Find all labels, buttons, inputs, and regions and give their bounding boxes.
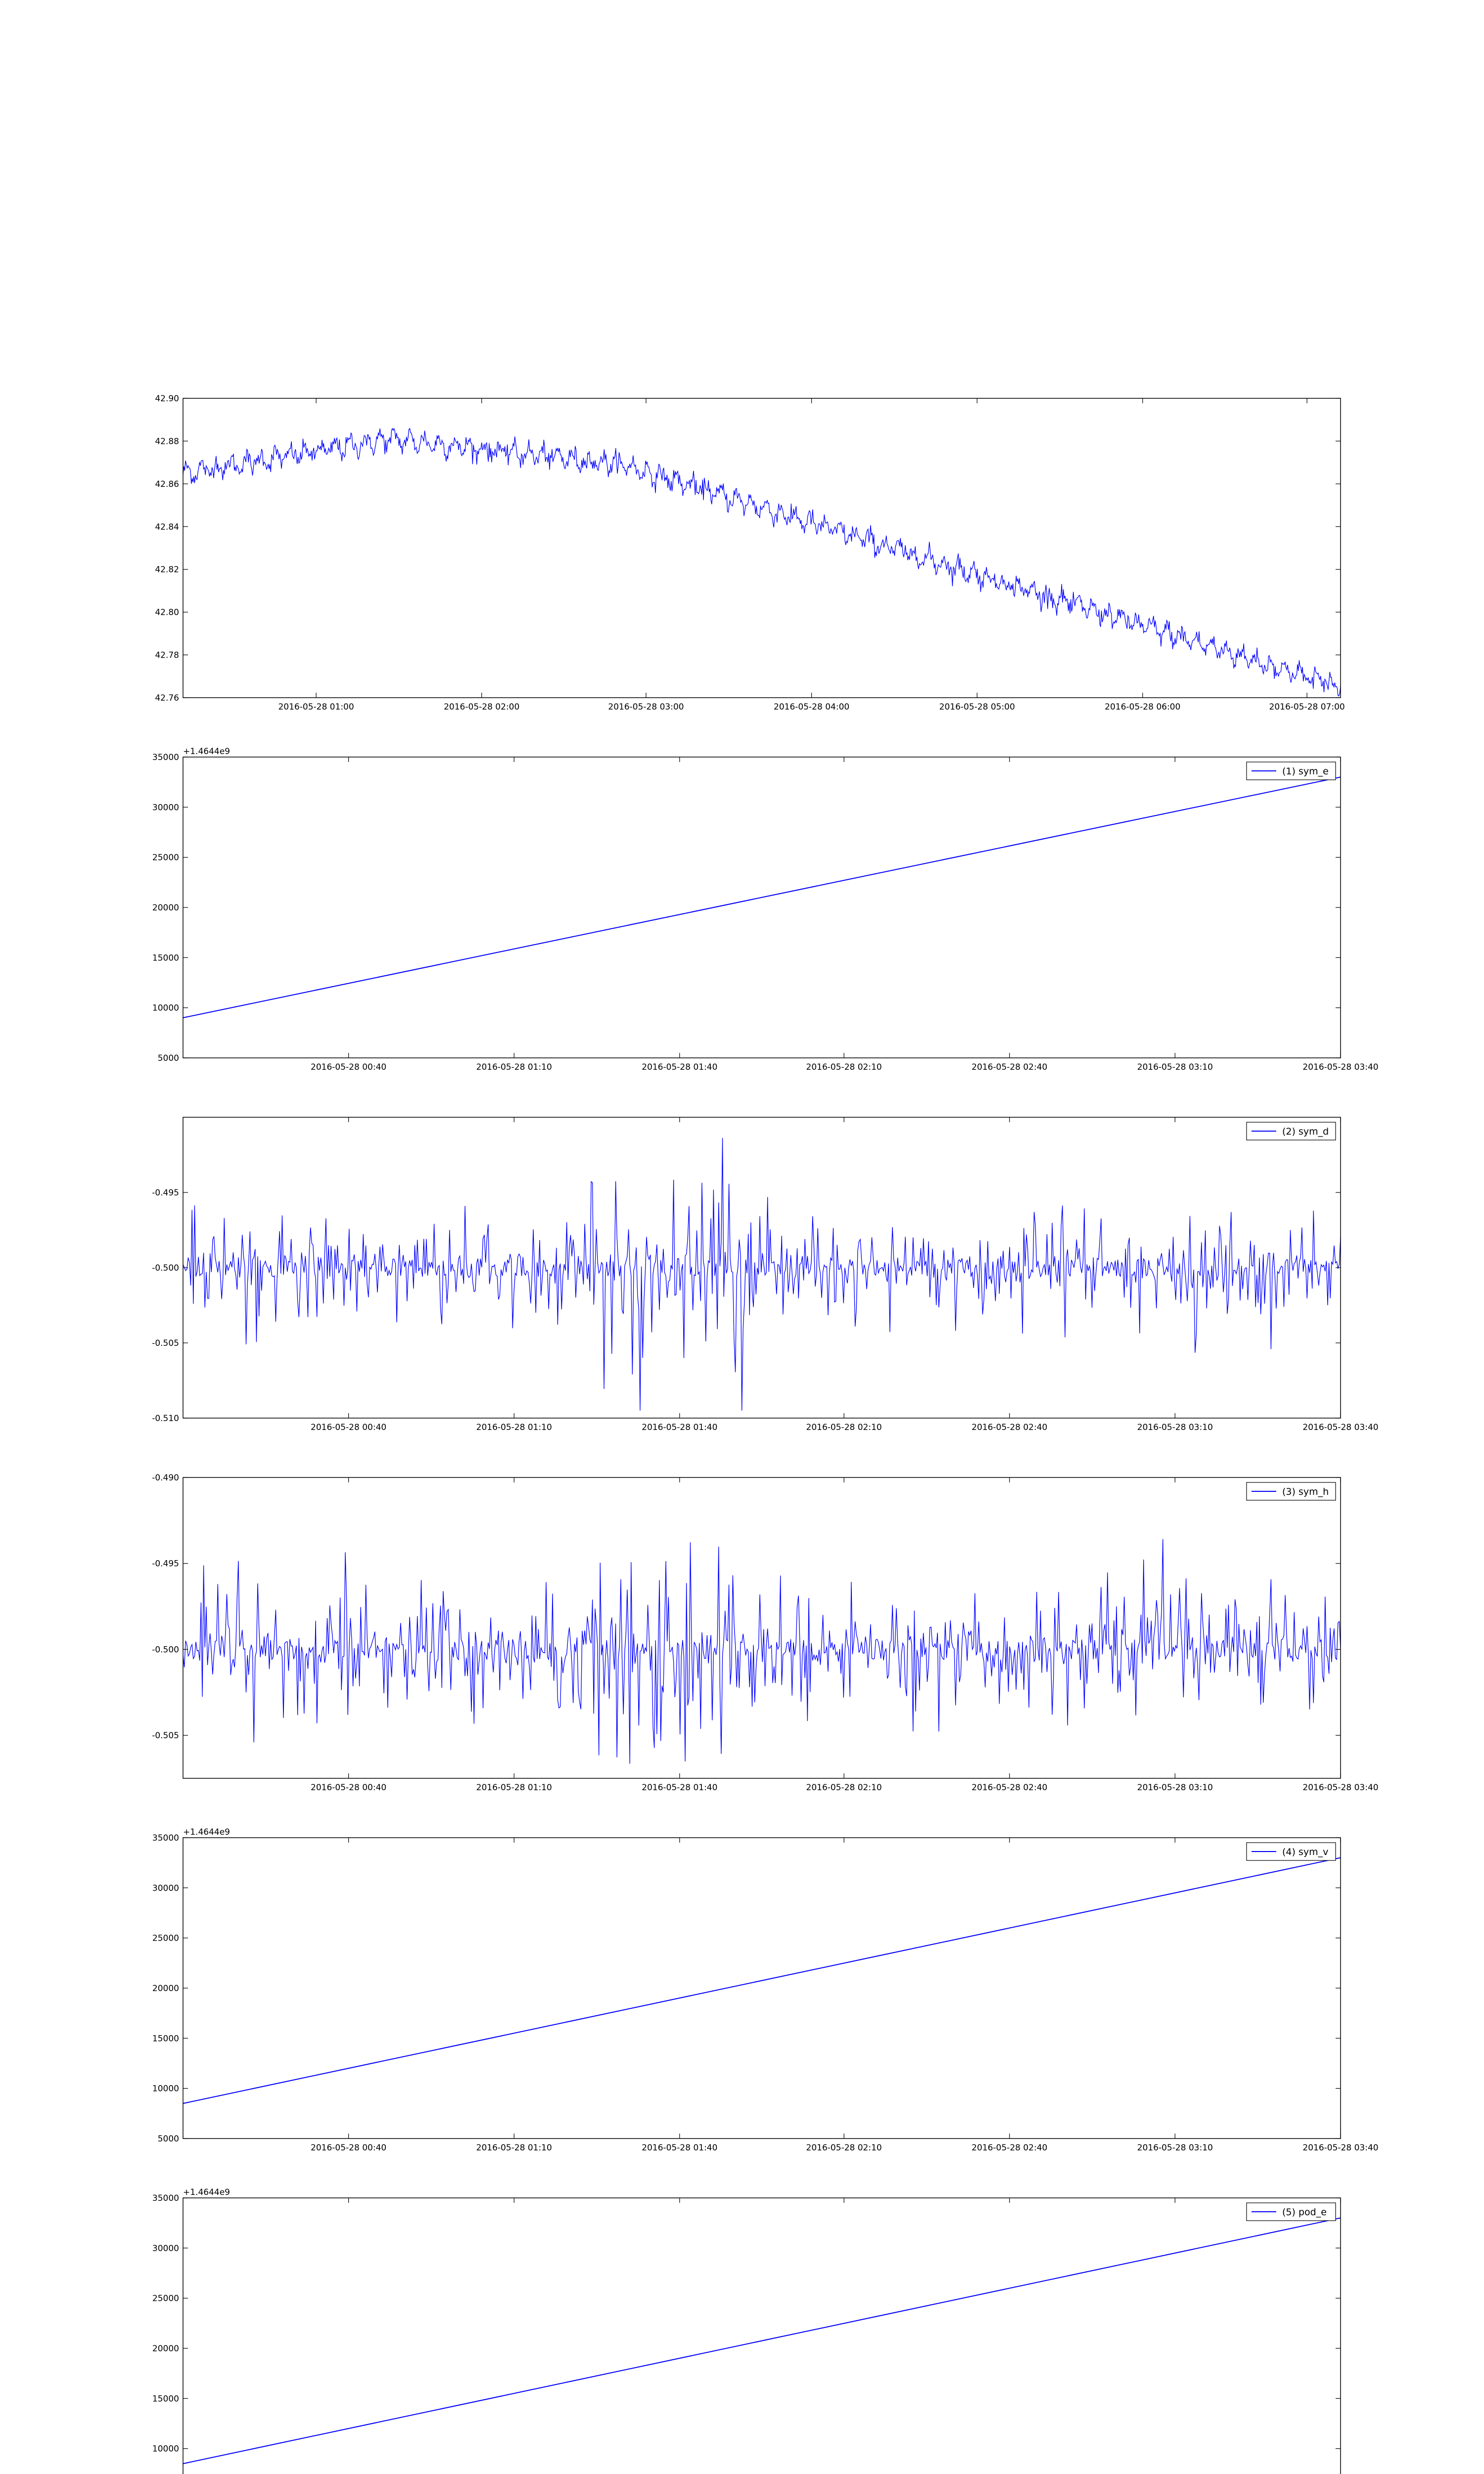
x-tick-label: 2016-05-28 03:10 [1137,1062,1213,1072]
y-tick-label: -0.490 [152,1473,179,1483]
series-line [183,2218,1341,2464]
y-tick-label: 42.76 [155,693,179,703]
x-tick-label: 2016-05-28 03:40 [1302,1423,1379,1432]
legend-label: (2) sym_d [1282,1126,1329,1137]
x-tick-label: 2016-05-28 02:10 [806,1062,882,1072]
y-tick-label: -0.500 [152,1263,179,1273]
x-tick-label: 2016-05-28 01:10 [476,2143,552,2153]
x-tick-label: 2016-05-28 02:10 [806,1783,882,1793]
x-tick-label: 2016-05-28 01:40 [642,1423,718,1432]
x-tick-label: 2016-05-28 02:10 [806,2143,882,2153]
x-tick-label: 2016-05-28 03:40 [1302,2143,1379,2153]
x-tick-label: 2016-05-28 03:40 [1302,1062,1379,1072]
subplot-0 [155,394,1345,712]
y-tick-label: 5000 [157,2134,179,2144]
x-tick-label: 2016-05-28 00:40 [311,1423,387,1432]
x-tick-label: 2016-05-28 00:40 [311,1783,387,1793]
y-tick-label: 15000 [152,953,179,963]
y-tick-label: 30000 [152,1883,179,1894]
subplot-2 [152,1117,1378,1432]
axes-frame [183,1838,1341,2139]
y-tick-label: 35000 [152,1833,179,1843]
x-tick-label: 2016-05-28 03:10 [1137,1423,1213,1432]
series-line [183,1539,1341,1764]
y-tick-label: 42.90 [155,394,179,404]
axes-frame [183,398,1341,698]
x-tick-label: 2016-05-28 01:10 [476,1062,552,1072]
legend-label: (4) sym_v [1282,1847,1329,1857]
y-tick-label: 30000 [152,803,179,813]
y-tick-label: 15000 [152,2394,179,2404]
x-tick-label: 2016-05-28 02:40 [972,1062,1048,1072]
y-tick-label: 25000 [152,2293,179,2304]
x-tick-label: 2016-05-28 01:40 [642,1062,718,1072]
y-tick-label: 20000 [152,1984,179,1994]
subplot-3 [152,1473,1378,1793]
x-tick-label: 2016-05-28 02:00 [444,702,520,712]
x-tick-label: 2016-05-28 03:00 [608,702,684,712]
y-offset-label: +1.4644e9 [183,747,231,757]
series-line [183,1138,1341,1411]
y-tick-label: 30000 [152,2243,179,2254]
series-line [183,428,1341,696]
x-tick-label: 2016-05-28 02:40 [972,1423,1048,1432]
axes-frame [183,757,1341,1058]
x-tick-label: 2016-05-28 03:10 [1137,1783,1213,1793]
y-tick-label: 25000 [152,1933,179,1944]
axes-frame [183,2198,1341,2474]
y-offset-label: +1.4644e9 [183,1827,231,1837]
y-tick-label: 42.84 [155,522,179,532]
x-tick-label: 2016-05-28 01:10 [476,1423,552,1432]
y-tick-label: 42.78 [155,650,179,661]
x-tick-label: 2016-05-28 01:10 [476,1783,552,1793]
y-tick-label: 10000 [152,2444,179,2454]
x-tick-label: 2016-05-28 01:40 [642,1783,718,1793]
x-tick-label: 2016-05-28 02:40 [972,1783,1048,1793]
x-tick-label: 2016-05-28 01:40 [642,2143,718,2153]
subplot-1 [152,747,1379,1072]
y-tick-label: 10000 [152,2084,179,2094]
y-tick-label: 35000 [152,2193,179,2203]
x-tick-label: 2016-05-28 06:00 [1105,702,1181,712]
y-tick-label: 42.88 [155,436,179,447]
x-tick-label: 2016-05-28 02:40 [972,2143,1048,2153]
y-offset-label: +1.4644e9 [183,2188,231,2197]
y-tick-label: 5000 [157,1053,179,1063]
x-tick-label: 2016-05-28 02:10 [806,1423,882,1432]
x-tick-label: 2016-05-28 00:40 [311,1062,387,1072]
series-line [183,777,1341,1018]
y-tick-label: -0.505 [152,1338,179,1348]
y-tick-label: 35000 [152,753,179,762]
axes-frame [183,1477,1341,1778]
series-line [183,1858,1341,2104]
y-tick-label: 20000 [152,903,179,913]
y-tick-label: 15000 [152,2034,179,2044]
y-tick-label: 25000 [152,853,179,863]
y-tick-label: 42.80 [155,608,179,618]
y-tick-label: -0.500 [152,1645,179,1655]
x-tick-label: 2016-05-28 00:40 [311,2143,387,2153]
y-tick-label: 10000 [152,1003,179,1013]
subplot-5 [152,2188,1379,2474]
subplot-4 [152,1827,1379,2153]
y-tick-label: 20000 [152,2344,179,2354]
x-tick-label: 2016-05-28 05:00 [939,702,1015,712]
x-tick-label: 2016-05-28 07:00 [1269,702,1345,712]
legend-label: (5) pod_e [1282,2207,1327,2218]
x-tick-label: 2016-05-28 04:00 [774,702,850,712]
x-tick-label: 2016-05-28 03:10 [1137,2143,1213,2153]
y-tick-label: -0.495 [152,1188,179,1198]
legend-label: (1) sym_e [1282,766,1329,777]
y-tick-label: -0.510 [152,1414,179,1424]
x-tick-label: 2016-05-28 03:40 [1302,1783,1379,1793]
x-tick-label: 2016-05-28 01:00 [278,702,354,712]
legend-label: (3) sym_h [1282,1486,1329,1497]
y-tick-label: 42.82 [155,565,179,575]
y-tick-label: -0.505 [152,1731,179,1741]
y-tick-label: 42.86 [155,479,179,489]
y-tick-label: -0.495 [152,1559,179,1569]
